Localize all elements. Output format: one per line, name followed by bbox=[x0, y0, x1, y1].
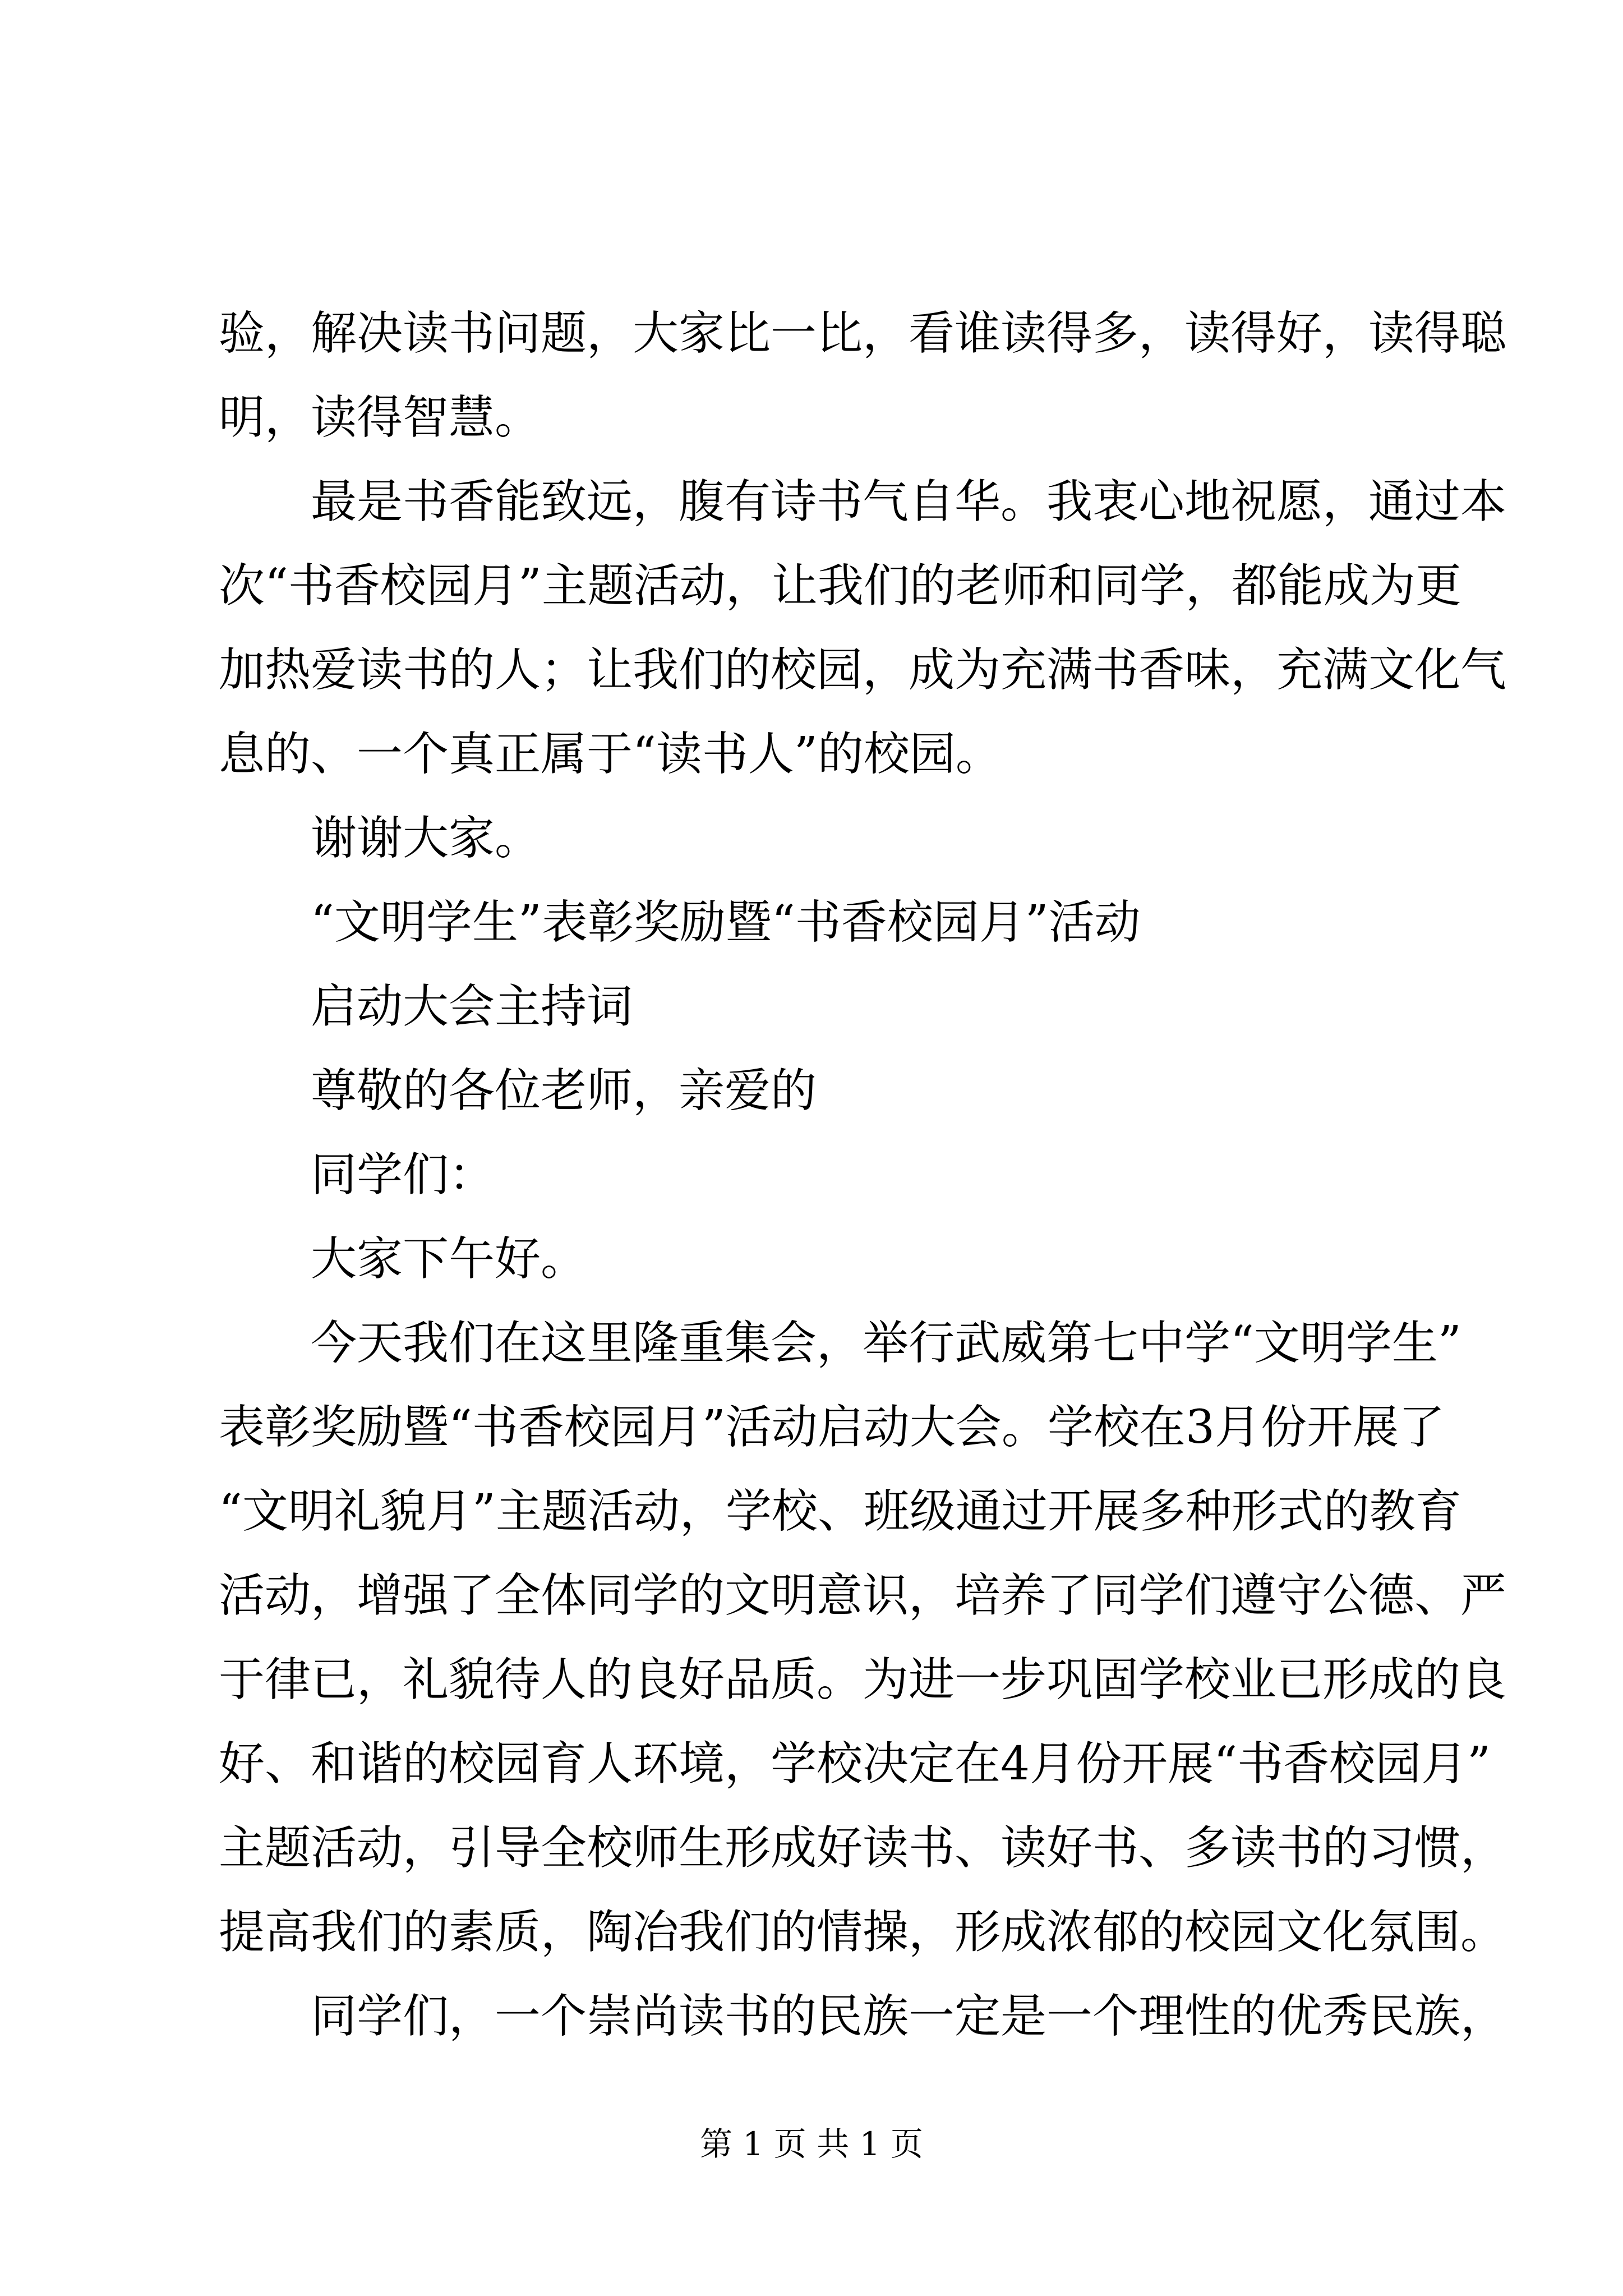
text-line: 主题活动，引导全校师生形成好读书、读好书、多读书的习惯， bbox=[219, 1821, 1507, 1875]
text-line: “文明礼貌月”主题活动，学校、班级通过开展多种形式的教育 bbox=[219, 1485, 1461, 1538]
text-line: 验，解决读书问题，大家比一比，看谁读得多，读得好，读得聪 bbox=[219, 307, 1507, 360]
page-footer: 第 1 页 共 1 页 bbox=[700, 2125, 923, 2163]
paragraph-start-line: 今天我们在这里隆重集会，举行武威第七中学“文明学生” bbox=[311, 1317, 1461, 1370]
text-line: 活动，增强了全体同学的文明意识，培养了同学们遵守公德、严 bbox=[219, 1569, 1507, 1622]
salutation-line: 同学们： bbox=[311, 1148, 495, 1202]
text-line: 好、和谐的校园育人环境，学校决定在4月份开展“书香校园月” bbox=[219, 1737, 1491, 1791]
greeting-line: 大家下午好。 bbox=[311, 1232, 587, 1286]
text-line: 明，读得智慧。 bbox=[219, 391, 541, 444]
text-line: 提高我们的素质，陶冶我们的情操，形成浓郁的校园文化氛围。 bbox=[219, 1906, 1507, 1959]
text-line: 次“书香校园月”主题活动，让我们的老师和同学，都能成为更 bbox=[219, 559, 1461, 613]
text-line: 表彰奖励暨“书香校园月”活动启动大会。学校在3月份开展了 bbox=[219, 1401, 1445, 1454]
text-line: 息的、一个真正属于“读书人”的校园。 bbox=[219, 728, 1002, 781]
paragraph-start-line: 谢谢大家。 bbox=[311, 812, 541, 865]
heading-line: “文明学生”表彰奖励暨“书香校园月”活动 bbox=[311, 896, 1141, 949]
text-line: 于律已，礼貌待人的良好品质。为进一步巩固学校业已形成的良 bbox=[219, 1653, 1507, 1706]
paragraph-start-line: 最是书香能致远，腹有诗书气自华。我衷心地祝愿，通过本 bbox=[311, 475, 1507, 528]
heading-line: 启动大会主持词 bbox=[311, 980, 633, 1033]
paragraph-start-line: 同学们，一个崇尚读书的民族一定是一个理性的优秀民族， bbox=[311, 1990, 1507, 2043]
salutation-line: 尊敬的各位老师，亲爱的 bbox=[311, 1064, 817, 1117]
text-line: 加热爱读书的人；让我们的校园，成为充满书香味，充满文化气 bbox=[219, 643, 1507, 697]
